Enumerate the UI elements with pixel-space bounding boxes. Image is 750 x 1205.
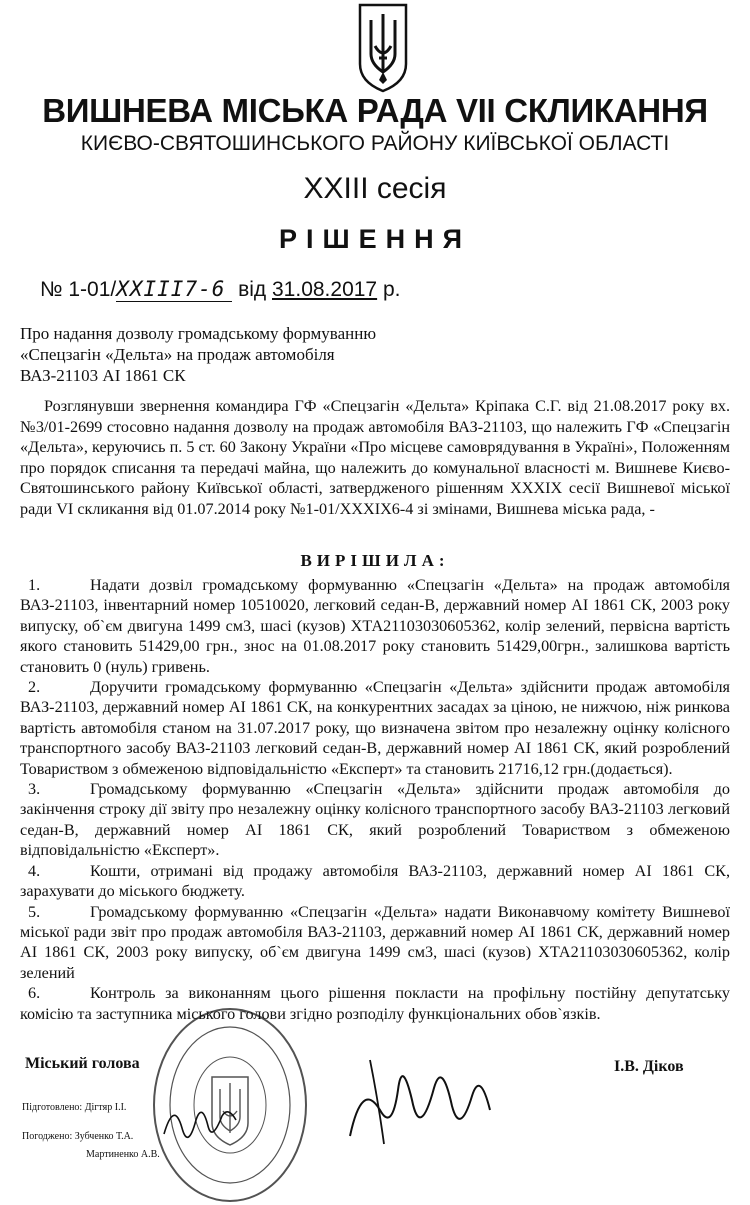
list-item: 5. Громадському формуванню «Спецзагін «Дельта» надати Виконавчому комітету Вишневої міської ради звіт про продаж автомобіля ВАЗ-21103, державний номер АІ 1861 СК, державний номер АІ 1861 СК, 2003 року випуску, об`єм двигуна 1499 см3, шасі (кузов) ХТА21103030605362, колір зелений	[20, 902, 730, 982]
session-title: XXIII сесія	[303, 172, 447, 205]
resolved-heading: ВИРІШИЛА:	[300, 551, 450, 570]
agreed-second: Мартиненко А.В.	[86, 1149, 160, 1160]
mayor-title: Міський голова	[25, 1055, 140, 1072]
list-item: 4. Кошти, отримані від продажу автомобіля ВАЗ-21103, державний номер АІ 1861 СК, зарахувати до міського бюджету.	[20, 861, 730, 901]
decision-title: РІШЕННЯ	[278, 224, 472, 254]
decision-number-handwritten: XXIII7-6	[116, 277, 232, 302]
prepared-by: Підготовлено: Дігтяр І.І.	[22, 1102, 127, 1113]
agreed-by	[22, 1128, 160, 1164]
decision-date: 31.08.2017	[272, 278, 378, 301]
coat-of-arms-icon	[357, 2, 409, 94]
list-item: 3. Громадському формуванню «Спецзагін «Дельта» здійснити продаж автомобіля до закінчення строку дії звіту про незалежну оцінку колісного транспортного засобу ВАЗ-21103 легковий седан-В, державний номер АІ 1861 СК, який розроблений Товариством з обмеженою відповідальністю «Експерт».	[20, 780, 730, 860]
district-name: КИЄВО-СВЯТОШИНСЬКОГО РАЙОНУ КИЇВСЬКОЇ ОБЛАСТІ	[80, 132, 670, 155]
decision-date-prefix: від	[238, 278, 267, 301]
decision-date-suffix: р.	[382, 278, 401, 301]
list-item: 1. Надати дозвіл громадському формуванню «Спецзагін «Дельта» на продаж автомобіля ВАЗ-21103, інвентарний номер 10510020, легковий седан-В, державний номер АІ 1861 СК, 2003 року випуску, об`єм двигуна 1499 см3, шасі (кузов) ХТА21103030605362, колір зелений, первісна вартість якого становить 51429,00 грн., знос на 01.08.2017 року становить 51429,00грн., залишкова вартість становить 0 (нуль) гривень.	[20, 576, 730, 676]
mayor-signature-icon	[340, 1040, 500, 1160]
council-name: ВИШНЕВА МІСЬКА РАДА VII СКЛИКАННЯ	[42, 92, 708, 129]
decision-subject: Про надання дозволу громадському формуванню «Спецзагін «Дельта» на продаж автомобіля ВАЗ-21103 АІ 1861 СК	[20, 324, 377, 385]
list-item: 2. Доручити громадському формуванню «Спецзагін «Дельта» здійснити продаж автомобіля ВАЗ-21103, державний номер АІ 1861 СК, на конкурентних засадах за ціною, не нижчою, ніж ринкова вартість автомобіля станом на 31.07.2017 року, що визначена звітом про незалежну оцінку колісного транспортного засобу ВАЗ-21103 легковий седан-В, державний номер АІ 1861 СК, який розроблений Товариством з обмеженою відповідальністю «Експерт» та становить 21716,12 грн.(додається).	[20, 678, 730, 778]
decision-number-prefix: № 1-01/	[40, 278, 117, 301]
mayor-name: І.В. Діков	[614, 1058, 684, 1075]
resolution-items	[20, 575, 730, 1024]
decision-number-line	[40, 277, 400, 302]
signature-preparer-icon	[160, 1090, 240, 1160]
agreed-first: Погоджено: Зубченко Т.А.	[22, 1131, 134, 1142]
list-item: 6. Контроль за виконанням цього рішення покласти на профільну постійну депутатську комісію та заступника міського голови згідно розподілу функціональних обов`язків.	[20, 984, 730, 1023]
preamble-paragraph: Розглянувши звернення командира ГФ «Спецзагін «Дельта» Кріпака С.Г. від 21.08.2017 року вх.№3/01-2699 стосовно надання дозволу на продаж автомобіля ВАЗ-21103, що належить ГФ «Спецзагін «Дельта», керуючись п. 5 ст. 60 Закону України «Про місцеве самоврядування в Україні», Положенням про порядок списання та передачі майна, що належить до комунальної власності м. Вишневе Києво-Святошинського району Київської області, затвердженого рішенням XXXIX сесії Вишневої міської ради VI скликання від 01.07.2014 року №1-01/XXXIX6-4 зі змінами, Вишнева міська рада, -	[20, 397, 730, 518]
